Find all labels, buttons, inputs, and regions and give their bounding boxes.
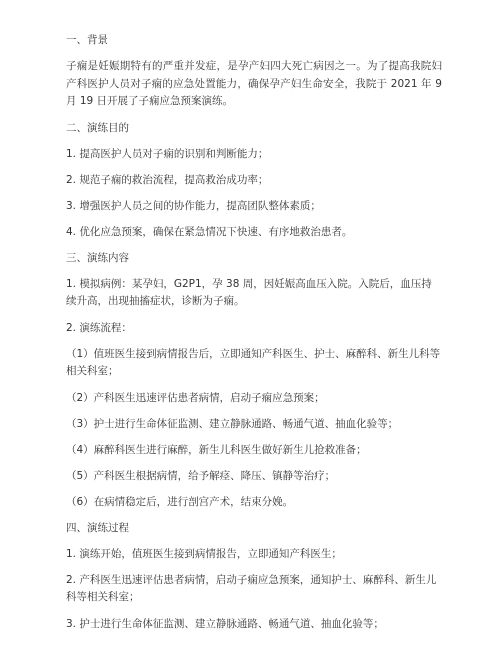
purpose-item: 1. 提高医护人员对子痫的识别和判断能力； bbox=[66, 147, 269, 160]
section-heading-purpose: 二、演练目的 bbox=[66, 121, 129, 134]
document-body bbox=[66, 32, 442, 642]
background-paragraph: 子痫是妊娠期特有的严重并发症，是孕产妇四大死亡病因之一。为了提高我院妇产科医护人员对子痫的应急处置能力，确保孕产妇生命安全，我院于 2021 年 9 月 19 日开展了子痫应急预案演练。 bbox=[66, 60, 442, 107]
procedure-item: 2. 产科医生迅速评估患者病情，启动子痫应急预案，通知护士、麻醉科、新生儿科等相关科室； bbox=[66, 573, 437, 603]
section-heading-procedure: 四、演练过程 bbox=[66, 521, 129, 534]
purpose-item: 3. 增强医护人员之间的协作能力，提高团队整体素质； bbox=[66, 199, 321, 212]
content-item-case: 1. 模拟病例：某孕妇，G2P1，孕 38 周，因妊娠高血压入院。入院后，血压持续升高，出现抽搐症状，诊断为子痫。 bbox=[66, 277, 432, 307]
section-heading-content: 三、演练内容 bbox=[66, 251, 129, 264]
process-step: （4）麻醉科医生进行麻醉，新生儿科医生做好新生儿抢救准备； bbox=[66, 443, 367, 456]
process-step: （2）产科医生迅速评估患者病情，启动子痫应急预案； bbox=[66, 391, 325, 404]
process-step: （5）产科医生根据病情，给予解痉、降压、镇静等治疗； bbox=[66, 469, 336, 482]
section-heading-background: 一、背景 bbox=[66, 34, 108, 46]
process-step: （3）护士进行生命体征监测、建立静脉通路、畅通气道、抽血化验等； bbox=[66, 417, 399, 430]
purpose-item: 2. 规范子痫的救治流程，提高救治成功率； bbox=[66, 173, 269, 186]
process-step: （1）值班医生接到病情报告后，立即通知产科医生、护士、麻醉科、新生儿科等相关科室； bbox=[66, 347, 441, 377]
process-step: （6）在病情稳定后，进行剖宫产术，结束分娩。 bbox=[66, 495, 294, 508]
procedure-item: 3. 护士进行生命体征监测、建立静脉通路、畅通气道、抽血化验等； bbox=[66, 617, 384, 630]
purpose-item: 4. 优化应急预案，确保在紧急情况下快速、有序地救治患者。 bbox=[66, 225, 353, 238]
procedure-item: 1. 演练开始，值班医生接到病情报告，立即通知产科医生； bbox=[66, 547, 342, 560]
content-item-process: 2. 演练流程： bbox=[66, 321, 132, 334]
